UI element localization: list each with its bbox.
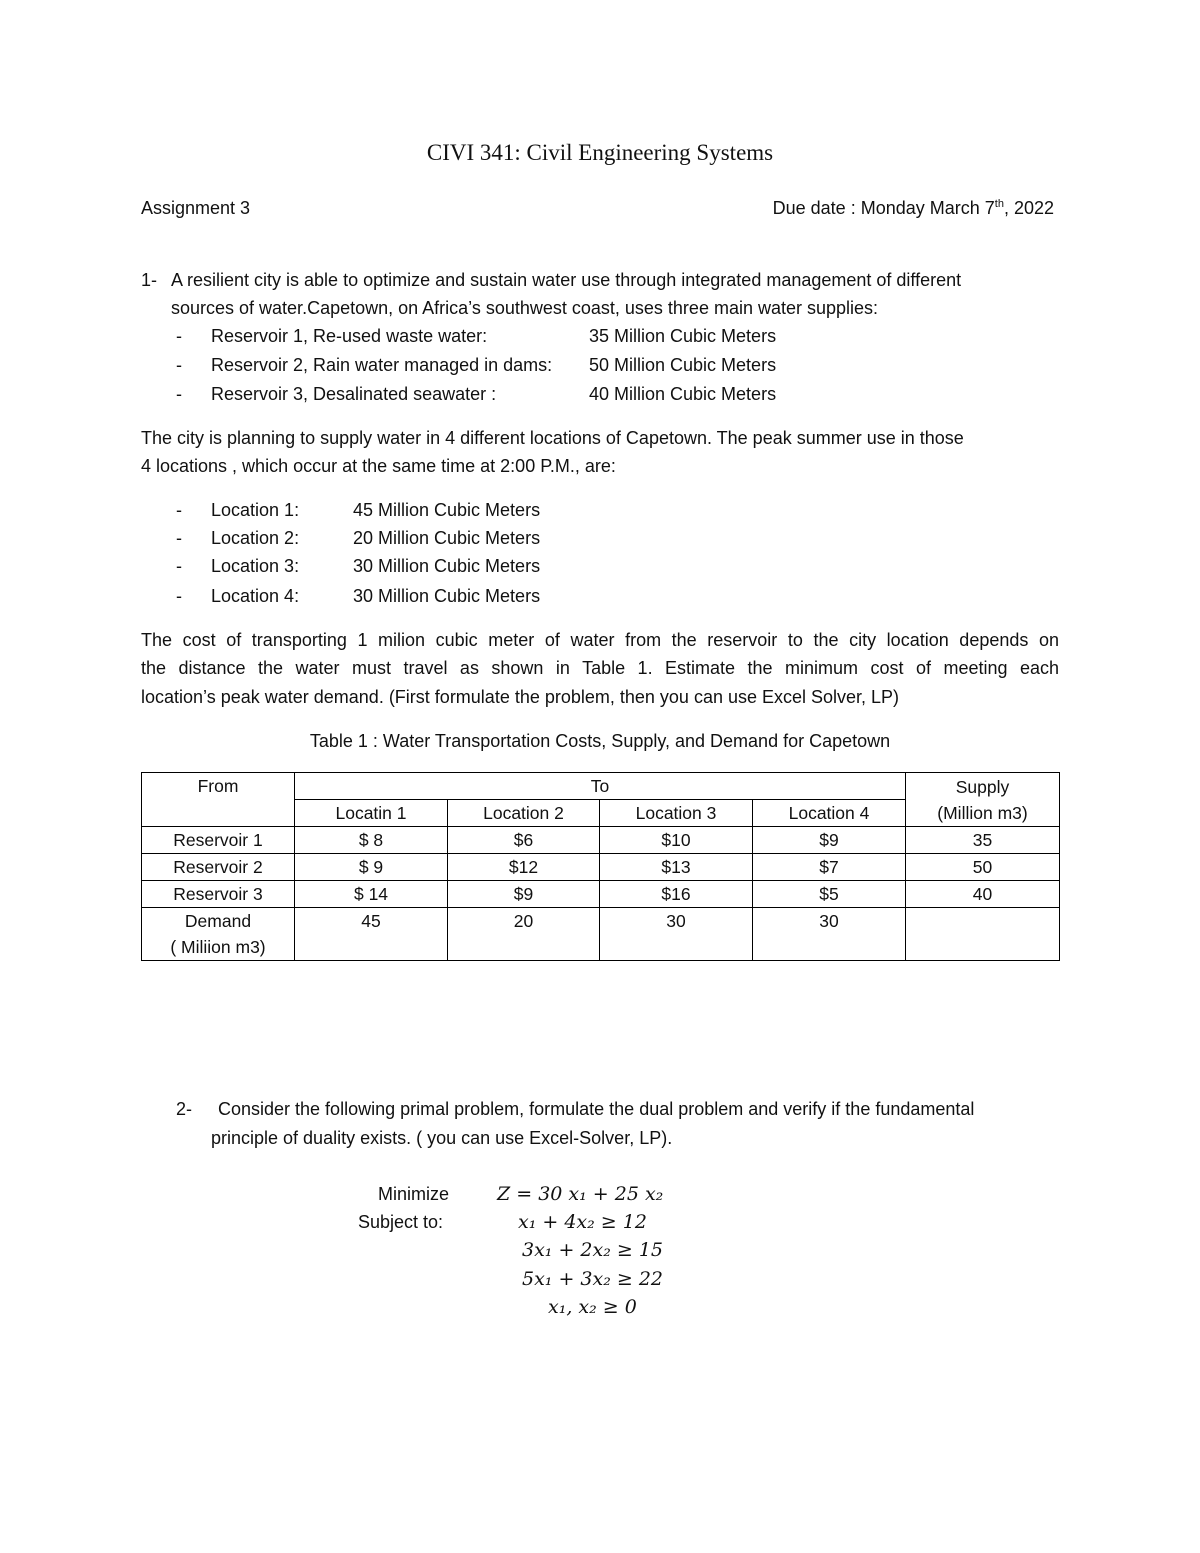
list-dash: - xyxy=(176,384,182,404)
from-header: From xyxy=(142,773,295,827)
cost-cell: $13 xyxy=(600,854,753,881)
cost-cell: $16 xyxy=(600,881,753,908)
cost-cell: $6 xyxy=(448,827,600,854)
plan-line-2: 4 locations , which occur at the same time at 2:00 P.M., are: xyxy=(141,456,616,476)
list-dash: - xyxy=(176,326,182,346)
cost-line-2: the distance the water must travel as shown in Table 1. Estimate the minimum cost of meeting each xyxy=(141,658,1059,678)
list-dash: - xyxy=(176,355,182,375)
list-dash: - xyxy=(176,528,182,548)
cost-line-3: location’s peak water demand. (First formulate the problem, then you can use Excel Solver, LP) xyxy=(141,687,900,707)
supply-label: Reservoir 3, Desalinated seawater : xyxy=(211,384,497,404)
location-header: Location 2 xyxy=(448,800,600,827)
row-label: Reservoir 2 xyxy=(142,854,295,881)
objective-function: Z = 30 x₁ + 25 x₂ xyxy=(497,1183,664,1205)
location-amount: 30 Million Cubic Meters xyxy=(353,556,541,576)
list-dash: - xyxy=(176,586,182,606)
supply-cell: 50 xyxy=(906,854,1060,881)
cost-cell: $ 14 xyxy=(295,881,448,908)
demand-cell: 20 xyxy=(448,908,600,961)
q2-number: 2- xyxy=(176,1099,193,1119)
supply-cell: 40 xyxy=(906,881,1060,908)
demand-label: Demand ( Miliion m3) xyxy=(142,908,295,961)
cost-cell: $10 xyxy=(600,827,753,854)
list-dash: - xyxy=(176,500,182,520)
cost-line-1: The cost of transporting 1 milion cubic meter of water from the reservoir to the city location depends on xyxy=(141,630,1059,650)
supply-amount: 35 Million Cubic Meters xyxy=(589,326,777,346)
cost-cell: $7 xyxy=(753,854,906,881)
cost-cell: $ 8 xyxy=(295,827,448,854)
q1-intro-line-1: A resilient city is able to optimize and sustain water use through integrated management of different xyxy=(171,270,962,290)
location-amount: 30 Million Cubic Meters xyxy=(353,586,541,606)
plan-line-1: The city is planning to supply water in 4 different locations of Capetown. The peak summer use in those xyxy=(141,428,964,448)
demand-cell: 30 xyxy=(753,908,906,961)
demand-cell: 30 xyxy=(600,908,753,961)
location-amount: 20 Million Cubic Meters xyxy=(353,528,541,548)
q2-line-2: principle of duality exists. ( you can use Excel-Solver, LP). xyxy=(211,1128,673,1148)
supply-cell: 35 xyxy=(906,827,1060,854)
supply-amount: 50 Million Cubic Meters xyxy=(589,355,777,375)
course-title: CIVI 341: Civil Engineering Systems xyxy=(426,140,774,165)
location-label: Location 4: xyxy=(211,586,300,606)
cost-cell: $ 9 xyxy=(295,854,448,881)
nonnegativity-constraint: x₁, x₂ ≥ 0 xyxy=(548,1296,637,1318)
supply-amount: 40 Million Cubic Meters xyxy=(589,384,777,404)
cost-cell: $9 xyxy=(753,827,906,854)
q1-number: 1- xyxy=(141,270,158,290)
location-amount: 45 Million Cubic Meters xyxy=(353,500,541,520)
row-label: Reservoir 3 xyxy=(142,881,295,908)
cost-cell: $9 xyxy=(448,881,600,908)
supply-label: Reservoir 1, Re-used waste water: xyxy=(211,326,488,346)
location-label: Location 1: xyxy=(211,500,300,520)
location-label: Location 3: xyxy=(211,556,300,576)
list-dash: - xyxy=(176,556,182,576)
demand-row xyxy=(142,908,1060,961)
cost-table xyxy=(141,772,1060,961)
supply-header: Supply (Million m3) xyxy=(906,773,1060,827)
empty-cell xyxy=(906,908,1060,961)
table-row xyxy=(142,854,1060,881)
location-header: Locatin 1 xyxy=(295,800,448,827)
cost-cell: $5 xyxy=(753,881,906,908)
subject-to-label: Subject to: xyxy=(358,1212,444,1232)
location-header: Location 3 xyxy=(600,800,753,827)
q1-intro-line-2: sources of water.Capetown, on Africa’s southwest coast, uses three main water supplies: xyxy=(171,298,879,318)
table-row xyxy=(142,881,1060,908)
to-header: To xyxy=(295,773,906,800)
due-date: Due date : Monday March 7th, 2022 xyxy=(772,198,1054,218)
row-label: Reservoir 1 xyxy=(142,827,295,854)
cost-cell: $12 xyxy=(448,854,600,881)
supply-label: Reservoir 2, Rain water managed in dams: xyxy=(211,355,553,375)
constraint-1: x₁ + 4x₂ ≥ 12 xyxy=(518,1211,647,1233)
table-caption: Table 1 : Water Transportation Costs, Supply, and Demand for Capetown xyxy=(309,731,891,751)
constraint-2: 3x₁ + 2x₂ ≥ 15 xyxy=(522,1239,664,1261)
assignment-label: Assignment 3 xyxy=(141,198,251,218)
constraint-3: 5x₁ + 3x₂ ≥ 22 xyxy=(522,1268,664,1290)
table-row xyxy=(142,827,1060,854)
minimize-label: Minimize xyxy=(378,1184,450,1204)
q2-line-1: Consider the following primal problem, formulate the dual problem and verify if the fundamental xyxy=(218,1099,975,1119)
demand-cell: 45 xyxy=(295,908,448,961)
location-label: Location 2: xyxy=(211,528,300,548)
location-header: Location 4 xyxy=(753,800,906,827)
